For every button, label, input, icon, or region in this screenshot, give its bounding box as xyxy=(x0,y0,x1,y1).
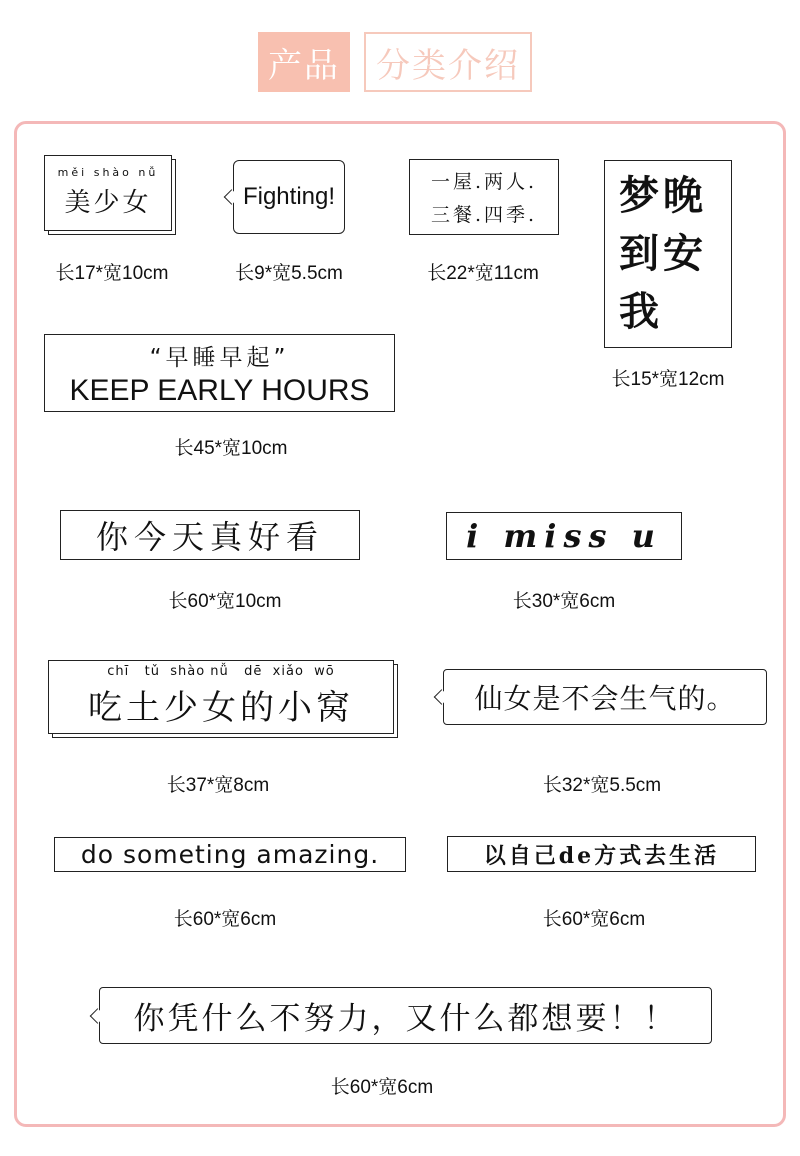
sticker-text: 美少女 xyxy=(64,188,152,218)
sticker-yiziji xyxy=(447,836,756,872)
sticker-nijintian xyxy=(60,510,360,560)
size-label: 长9*宽5.5cm xyxy=(235,263,343,284)
sticker-i-miss-u xyxy=(446,512,682,560)
sticker-line2: KEEP EARLY HOURS xyxy=(69,373,370,407)
size-label: 长60*宽6cm xyxy=(542,909,646,930)
size-label: 长32*宽5.5cm xyxy=(542,775,662,796)
sticker-line1: “早睡早起” xyxy=(149,344,290,371)
sticker-line2: 到安 xyxy=(619,230,707,277)
sticker-fighting xyxy=(233,160,345,234)
size-label: 长37*宽8cm xyxy=(166,775,270,796)
sticker-text: 仙女是不会生气的。 xyxy=(474,682,736,715)
sticker-pinyin: chī tǔ shào nǚ dē xiǎo wō xyxy=(107,664,335,679)
sticker-do-someting-amazing xyxy=(54,837,406,872)
sticker-text: 你凭什么不努力，又什么都想要！！ xyxy=(133,1001,678,1037)
sticker-nipingshenme xyxy=(99,987,712,1044)
size-label: 长60*宽10cm xyxy=(168,591,282,612)
sticker-chitu xyxy=(48,660,394,734)
header-label-category: 分类介绍 xyxy=(364,32,532,92)
sticker-text: 以自己de方式去生活 xyxy=(483,842,720,869)
sticker-pinyin: měi shào nǚ xyxy=(57,166,159,179)
sticker-text: Fighting! xyxy=(242,183,336,210)
sticker-yiwu xyxy=(409,159,559,235)
size-label: 长45*宽10cm xyxy=(174,438,288,459)
size-label: 长60*宽6cm xyxy=(173,909,277,930)
size-label: 长22*宽11cm xyxy=(427,263,539,284)
sticker-line1: 梦晚 xyxy=(619,172,707,219)
sticker-line2: 三餐.四季. xyxy=(430,204,538,226)
sticker-line1: 一屋.两人. xyxy=(430,171,538,193)
size-label: 长17*宽10cm xyxy=(55,263,169,284)
sticker-xiannv xyxy=(443,669,767,725)
sticker-text: i miss u xyxy=(466,517,662,555)
header-label-product: 产品 xyxy=(258,32,350,92)
sticker-line3: 我 xyxy=(619,288,659,335)
sticker-text: 吃土少女的小窝 xyxy=(88,688,354,728)
sticker-text: 你今天真好看 xyxy=(95,518,324,556)
size-label: 长60*宽6cm xyxy=(330,1077,434,1098)
sticker-meishaonv xyxy=(44,155,172,231)
sticker-keep-early-hours xyxy=(44,334,395,412)
sticker-text: do someting amazing. xyxy=(80,840,380,869)
size-label: 长15*宽12cm xyxy=(611,369,725,390)
section-header xyxy=(258,32,532,92)
size-label: 长30*宽6cm xyxy=(512,591,616,612)
sticker-wanan xyxy=(604,160,732,348)
